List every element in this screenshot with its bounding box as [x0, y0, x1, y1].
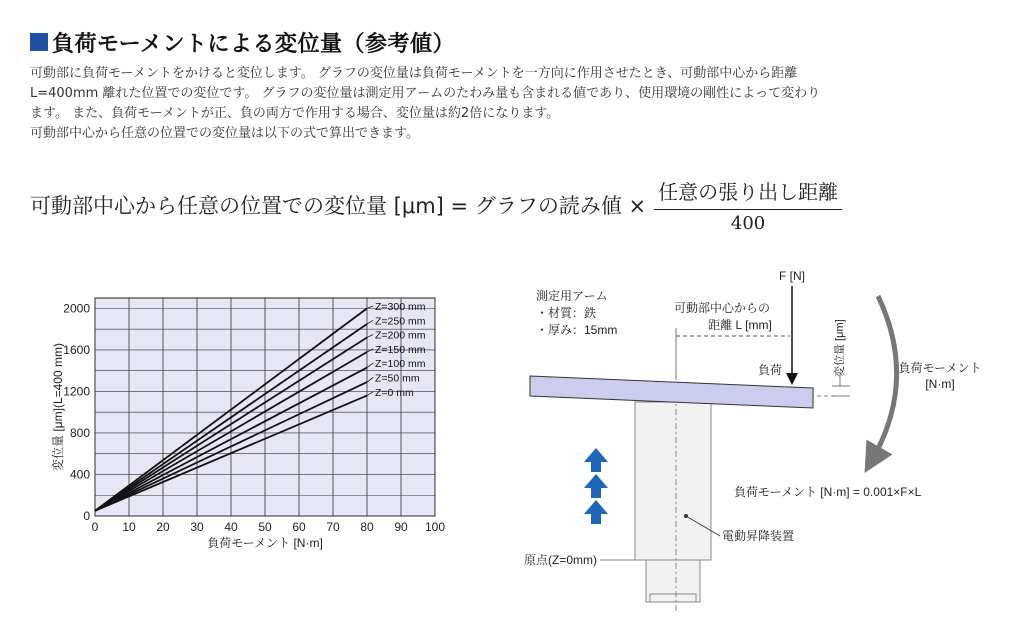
y-tick-label: 2000: [63, 301, 90, 316]
y-axis-label: 変位量 [μm](L=400 mm): [51, 343, 65, 471]
actuator-base: [646, 560, 700, 602]
distance-label: 距離 L [mm]: [708, 318, 772, 332]
series-label: Z=300 mm: [375, 301, 426, 313]
description-line: L=400mm 離れた位置での変位です。 グラフの変位量は測定用アームのたわみ量も含まれる値であり、使用環境の剛性によって変わり: [30, 86, 821, 101]
actuator-label: 電動昇降装置: [722, 529, 795, 543]
arm-material: ・材質：鉄: [536, 306, 597, 320]
up-arrow-icon: [584, 500, 608, 524]
y-tick-label: 0: [83, 509, 90, 523]
x-tick-label: 50: [258, 520, 272, 534]
load-label: 負荷: [758, 363, 783, 377]
up-arrow-icon: [584, 448, 608, 472]
heading-title: 負荷モーメントによる変位量（参考値）: [52, 31, 456, 57]
series-label: Z=0 mm: [375, 386, 414, 399]
series-label: Z=150 mm: [375, 343, 426, 356]
chart-legend: [367, 301, 426, 399]
moment-label: 負荷モーメント: [898, 361, 982, 375]
x-tick-label: 100: [424, 520, 446, 534]
formula-numerator: 任意の張り出し距離: [654, 176, 842, 210]
moment-unit: [N·m]: [925, 377, 955, 391]
origin-label: 原点(Z=0mm): [524, 553, 597, 567]
series-label: Z=100 mm: [375, 358, 426, 371]
series-label: Z=200 mm: [375, 329, 426, 342]
displacement-label: 変位量 [μm]: [834, 319, 846, 377]
x-tick-label: 0: [91, 520, 99, 534]
distance-label: 可動部中心からの: [673, 301, 771, 315]
y-tick-label: 1600: [63, 342, 90, 357]
section-heading: [30, 26, 455, 58]
x-tick-label: 80: [360, 520, 374, 534]
arm-label: 測定用アーム: [536, 289, 608, 303]
description-line: 可動部に負荷モーメントをかけると変位します。 グラフの変位量は負荷モーメントを一方向に作用させたとき、可動部中心から距離: [30, 66, 798, 81]
series-label: Z=50 mm: [375, 372, 420, 385]
force-label: F [N]: [779, 270, 805, 283]
y-tick-label: 1200: [63, 384, 90, 399]
x-tick-label: 60: [292, 520, 306, 534]
x-tick-label: 10: [122, 520, 136, 534]
up-arrow-icon: [584, 474, 608, 498]
lift-arrows: [584, 448, 608, 524]
x-tick-label: 20: [156, 520, 170, 534]
x-tick-label: 90: [394, 520, 408, 534]
series-label: Z=250 mm: [375, 315, 426, 328]
x-tick-label: 30: [190, 520, 204, 534]
displacement-chart: [0, 280, 460, 620]
y-tick-label: 800: [69, 425, 90, 440]
measurement-diagram: [500, 270, 1020, 622]
arm-thickness: ・厚み：15mm: [536, 323, 618, 337]
x-axis-label: 負荷モーメント [N·m]: [207, 536, 323, 550]
moment-arrow: [872, 296, 897, 460]
description: [30, 64, 1005, 144]
y-tick-label: 400: [69, 467, 90, 482]
x-tick-label: 40: [224, 520, 238, 534]
displacement-formula: [30, 172, 842, 238]
formula-fraction: [654, 176, 842, 234]
description-line: 可動部中心から任意の位置での変位量は以下の式で算出できます。: [30, 126, 419, 141]
formula-denominator: 400: [730, 213, 766, 234]
description-line: ます。 また、負荷モーメントが正、負の両方で作用する場合、変位量は約2倍になります。: [30, 106, 560, 121]
moment-formula: 負荷モーメント [N·m] = 0.001×F×L: [734, 485, 922, 499]
x-tick-label: 70: [326, 520, 340, 534]
heading-marker: [30, 33, 48, 51]
formula-left: 可動部中心から任意の位置での変位量 [μm] = グラフの読み値 ×: [30, 194, 647, 218]
actuator-body: [635, 402, 711, 560]
